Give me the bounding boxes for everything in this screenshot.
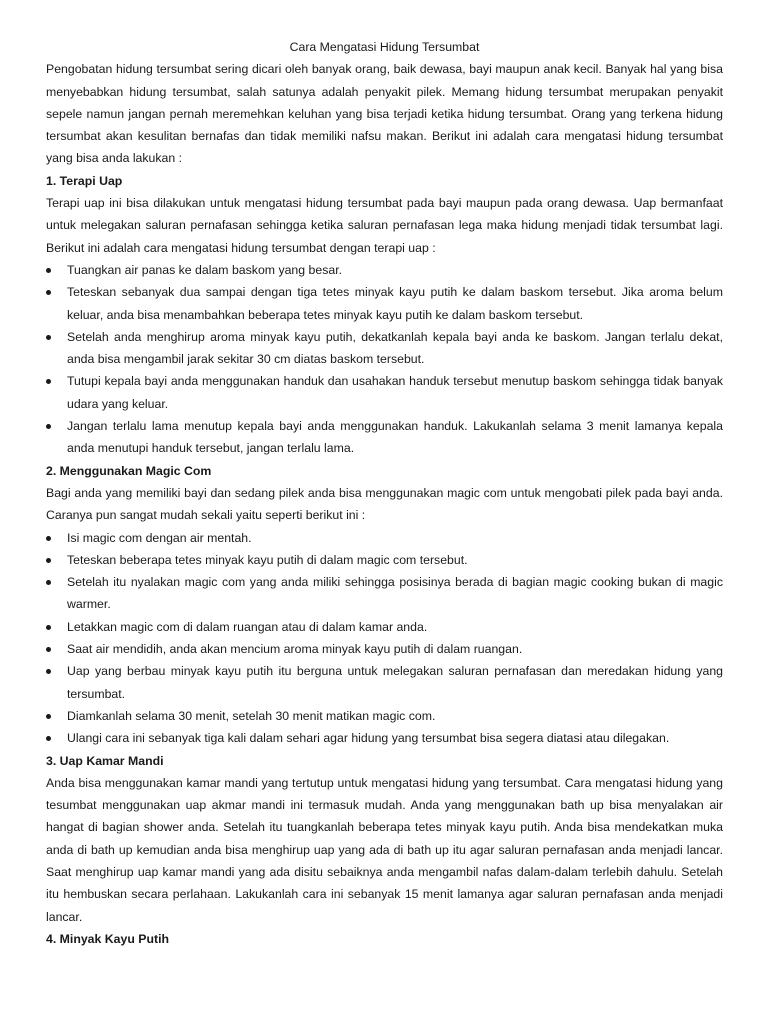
list-item (46, 370, 723, 415)
bullet-list-terapi-uap (46, 259, 723, 460)
list-item-text: Tutupi kepala bayi anda menggunakan handuk dan usahakan handuk tersebut menutup baskom sehingga tidak banyak udara yang keluar. (67, 374, 723, 411)
intro-paragraph: Pengobatan hidung tersumbat sering dicari oleh banyak orang, baik dewasa, bayi maupun anak kecil. Banyak hal yang bisa menyebabkan hidung tersumbat, salah satunya adalah penyakit pilek. Memang hidung tersumbat merupakan penyakit sepele namun jangan pernah meremehkan keluhan yang bisa terjadi ketika hidung tersumbat. Orang yang terkena hidung tersumbat akan kesulitan bernafas dan tidak memiliki nafsu makan. Berikut ini adalah cara mengatasi hidung tersumbat yang bisa anda lakukan : (46, 62, 723, 166)
section-heading-minyak-kayu-putih: 4. Minyak Kayu Putih (46, 931, 169, 946)
list-item (46, 281, 723, 326)
list-item-text: Teteskan beberapa tetes minyak kayu putih di dalam magic com tersebut. (67, 552, 468, 567)
list-item-text: Saat air mendidih, anda akan mencium aroma minyak kayu putih di dalam ruangan. (67, 642, 523, 657)
list-item-text: Uap yang berbau minyak kayu putih itu berguna untuk melegakan saluran pernafasan dan meredakan hidung yang tersumbat. (67, 664, 723, 701)
list-item-text: Setelah itu nyalakan magic com yang anda miliki sehingga posisinya berada di bagian magic cooking bukan di magic warmer. (67, 575, 723, 612)
list-item (46, 638, 723, 660)
list-item (46, 415, 723, 460)
list-item (46, 259, 723, 281)
list-item-text: Diamkanlah selama 30 menit, setelah 30 menit matikan magic com. (67, 708, 436, 723)
section-paragraph-uap-kamar-mandi: Anda bisa menggunakan kamar mandi yang tertutup untuk mengatasi hidung yang tersumbat. Cara mengatasi hidung yang tesumbat menggunakan uap akmar mandi ini termasuk mudah. Anda yang menggunakan bath up bisa menyalakan air hangat di bagian shower anda. Setelah itu tuangkanlah beberapa tetes minyak kayu putih. Anda bisa mendekatkan muka anda di bath up kemudian anda bisa menghirup uap yang ada di bath up itu agar saluran pernafasan anda menjadi lancar. Saat menghirup uap kamar mandi yang ada disitu sebaiknya anda mengambil nafas dalam-dalam terlebih dahulu. Setelah itu hembuskan secara perlahaan. Lakukanlah cara ini sebanyak 15 menit lamanya agar saluran pernafasan anda menjadi lancar. (46, 775, 723, 924)
list-item-text: Teteskan sebanyak dua sampai dengan tiga tetes minyak kayu putih ke dalam baskom tersebut. Jika aroma belum keluar, anda bisa menambahkan beberapa tetes minyak kayu putih ke dalam baskom tersebut. (67, 285, 723, 322)
section-heading-magic-com: 2. Menggunakan Magic Com (46, 463, 212, 478)
list-item (46, 616, 723, 638)
section-heading-uap-kamar-mandi: 3. Uap Kamar Mandi (46, 753, 164, 768)
list-item (46, 727, 723, 749)
list-item-text: Tuangkan air panas ke dalam baskom yang besar. (67, 262, 343, 277)
list-item-text: Setelah anda menghirup aroma minyak kayu putih, dekatkanlah kepala bayi anda ke baskom. Jangan terlalu dekat, anda bisa mengambil jarak sekitar 30 cm diatas baskom tersebut. (67, 329, 723, 367)
section-paragraph-magic-com: Bagi anda yang memiliki bayi dan sedang pilek anda bisa menggunakan magic com untuk mengobati pilek pada bayi anda. Caranya pun sangat mudah sekali yaitu seperti berikut ini : (46, 485, 723, 523)
section-heading-terapi-uap: 1. Terapi Uap (46, 173, 123, 188)
list-item (46, 571, 723, 616)
page-title: Cara Mengatasi Hidung Tersumbat (289, 40, 480, 54)
document-page (46, 36, 723, 950)
bullet-list-magic-com (46, 527, 723, 750)
section-paragraph-terapi-uap: Terapi uap ini bisa dilakukan untuk mengatasi hidung tersumbat pada bayi maupun pada orang dewasa. Uap bermanfaat untuk melegakan saluran pernafasan sehingga ketika saluran pernafasan lega maka hidung menjadi tidak tersumbat lagi. Berikut ini adalah cara mengatasi hidung tersumbat dengan terapi uap : (46, 196, 723, 255)
list-item (46, 660, 723, 705)
list-item-text: Ulangi cara ini sebanyak tiga kali dalam sehari agar hidung yang tersumbat bisa segera diatasi atau dilegakan. (67, 731, 670, 746)
list-item-text: Isi magic com dengan air mentah. (67, 530, 252, 545)
list-item (46, 549, 723, 571)
list-item-text: Letakkan magic com di dalam ruangan atau di dalam kamar anda. (67, 619, 428, 634)
list-item (46, 326, 723, 371)
list-item (46, 527, 723, 549)
list-item (46, 705, 723, 727)
list-item-text: Jangan terlalu lama menutup kepala bayi anda menggunakan handuk. Lakukanlah selama 3 menit lamanya kepala anda menutupi handuk tersebut, jangan terlalu lama. (67, 419, 723, 456)
